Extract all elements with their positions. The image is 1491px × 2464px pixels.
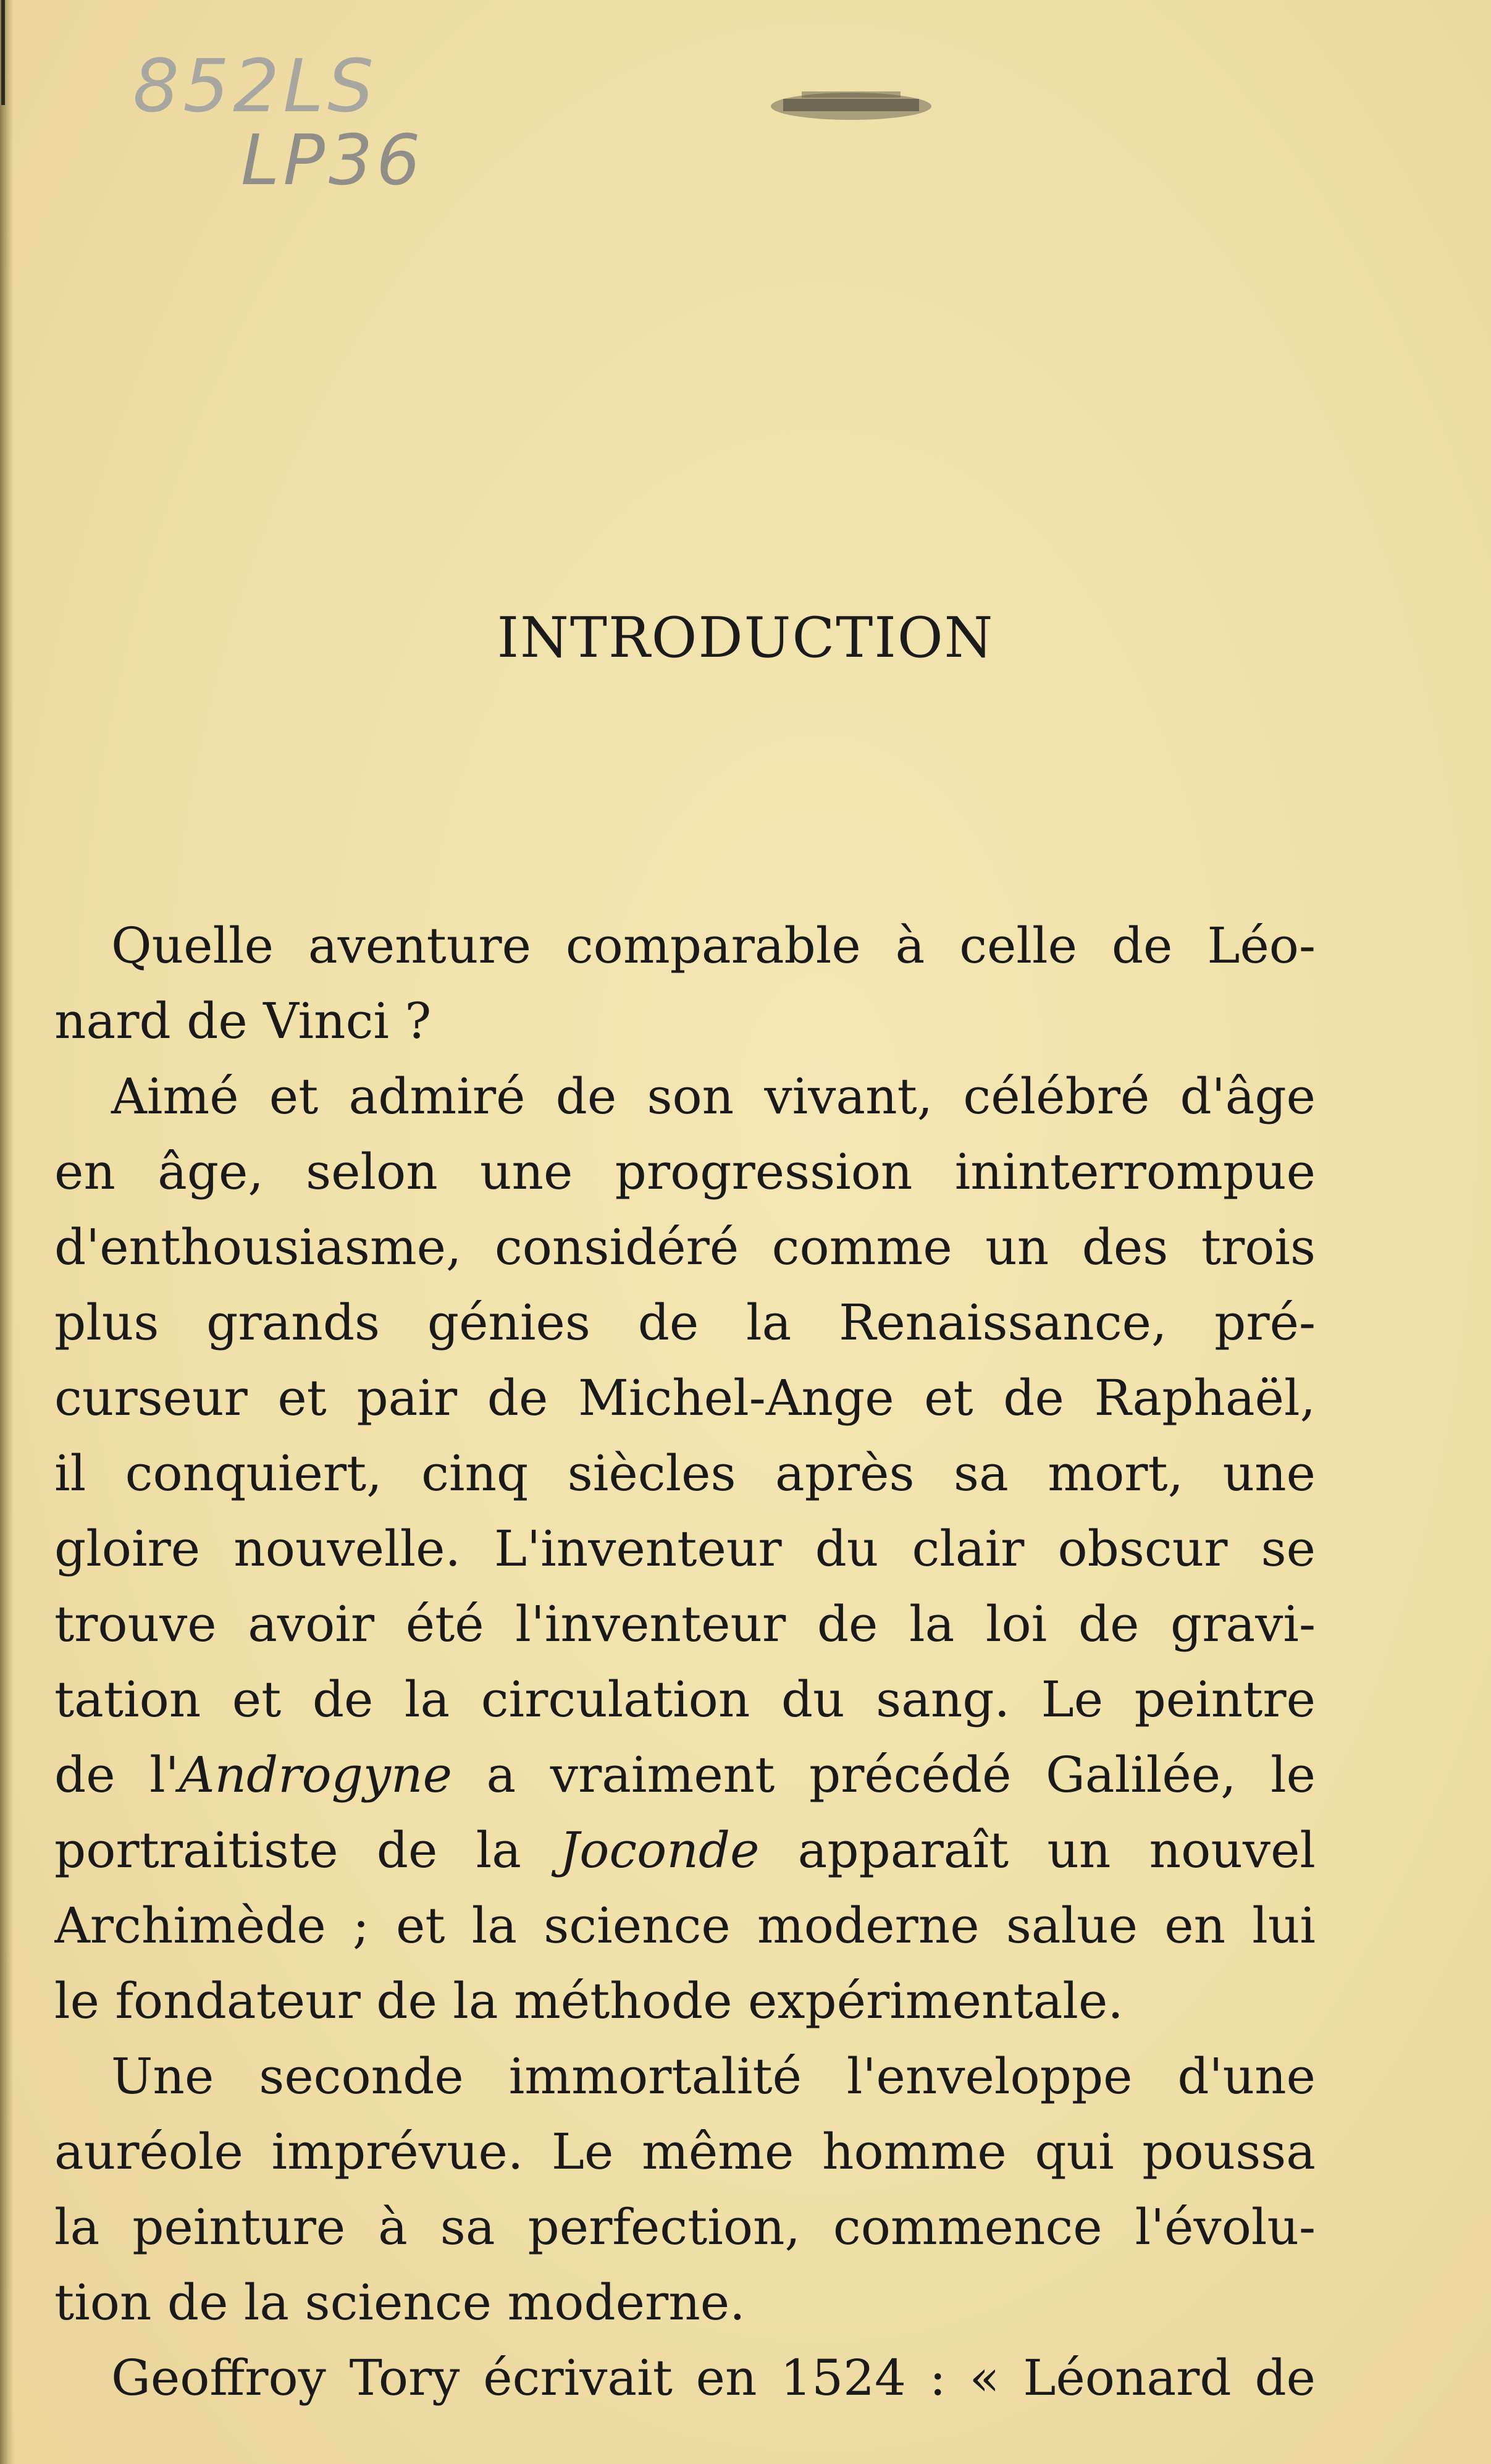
text-line: gloire nouvelle. L'inventeur du clair obscur se	[54, 1520, 1316, 1577]
text-line: la peinture à sa perfection, commence l'évolu-	[54, 2198, 1316, 2256]
text-line: d'enthousiasme, considéré comme un des trois	[54, 1218, 1316, 1276]
binding-mark	[1, 0, 5, 105]
text-segment: a vraiment précédé Galilée, le	[452, 1746, 1316, 1804]
handwritten-shelfmark: 852LS	[133, 43, 377, 129]
text-line	[54, 1737, 1316, 1813]
text-line: tation et de la circulation du sang. Le peintre	[54, 1671, 1316, 1728]
text-line: auréole imprévue. Le même homme qui poussa	[54, 2123, 1316, 2180]
text-line: le fondateur de la méthode expérimentale.	[54, 1972, 1124, 2030]
italic-title: Androgyne	[178, 1746, 452, 1804]
text-line: Archimède ; et la science moderne salue en lui	[54, 1897, 1316, 1954]
text-line: en âge, selon une progression ininterrompue	[54, 1143, 1316, 1200]
page-spine-edge	[0, 0, 14, 2464]
text-line: Une seconde immortalité l'enveloppe d'une	[111, 2048, 1316, 2105]
text-line: Geoffroy Tory écrivait en 1524 : « Léonard de	[111, 2349, 1316, 2407]
body-text	[54, 908, 1316, 2416]
page-title: INTRODUCTION	[497, 605, 994, 670]
text-line: nard de Vinci ?	[54, 992, 432, 1050]
text-line: trouve avoir été l'inventeur de la loi de gravi-	[54, 1595, 1316, 1653]
text-line	[54, 1813, 1316, 1888]
text-line: Quelle aventure comparable à celle de Léo-	[111, 917, 1316, 974]
text-segment: apparaît un nouvel	[759, 1821, 1316, 1879]
text-line: tion de la science moderne.	[54, 2274, 746, 2331]
italic-title: Joconde	[560, 1821, 760, 1879]
text-segment: portraitiste de la	[54, 1821, 560, 1879]
library-stamp-icon	[765, 85, 938, 125]
text-line: curseur et pair de Michel-Ange et de Raphaël,	[54, 1369, 1316, 1427]
text-line: Aimé et admiré de son vivant, célébré d'âge	[111, 1068, 1316, 1125]
text-segment: de l'	[54, 1746, 179, 1804]
text-line: il conquiert, cinq siècles après sa mort, une	[54, 1445, 1316, 1502]
handwritten-call-number: LP36	[241, 120, 424, 201]
text-line: plus grands génies de la Renaissance, pré-	[54, 1294, 1316, 1351]
